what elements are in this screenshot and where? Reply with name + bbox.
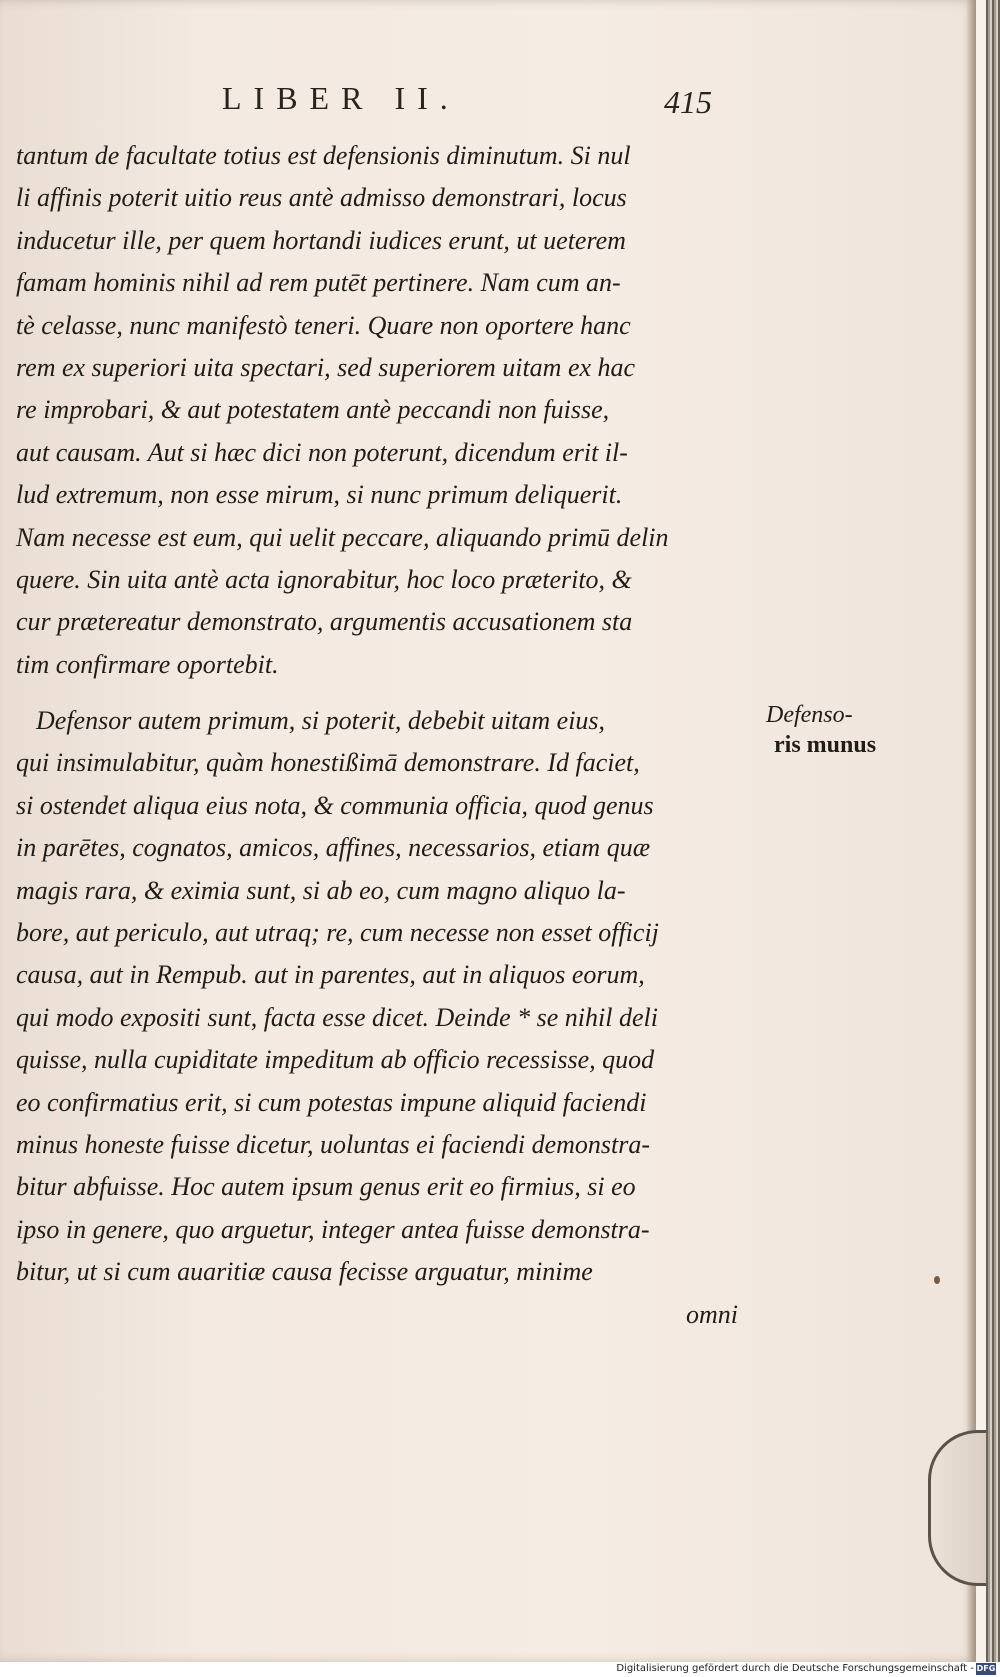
page-tab-edge (928, 1430, 991, 1586)
running-title: LIBER II. (222, 80, 460, 116)
margin-note (766, 700, 886, 760)
text-line: aut causam. Aut si hæc dici non poterunt, dicendum erit il- (16, 437, 628, 467)
text-line: eo confirmatius erit, si cum potestas impune aliquid faciendi (16, 1087, 647, 1117)
body-text (16, 135, 740, 1336)
dfg-logo: DFG (976, 1664, 996, 1673)
text-line: famam hominis nihil ad rem putēt pertinere. Nam cum an- (16, 268, 621, 298)
text-line: quere. Sin uita antè acta ignorabitur, hoc loco præterito, & (16, 564, 632, 594)
text-line: rem ex superiori uita spectari, sed superiorem uitam ex hac (16, 352, 636, 382)
text-line: lud extremum, non esse mirum, si nunc primum deliquerit. (16, 480, 623, 510)
running-head (0, 80, 760, 120)
text-line: tim confirmare oportebit. (16, 649, 279, 679)
text-line: minus honeste fuisse dicetur, uoluntas ei faciendi demonstra- (16, 1129, 651, 1159)
text-line: in parētes, cognatos, amicos, affines, necessarios, etiam quæ (16, 833, 651, 863)
text-line: re improbari, & aut potestatem antè peccandi non fuisse, (16, 395, 610, 425)
text-line: qui modo expositi sunt, facta esse dicet. Deinde * se nihil deli (16, 1002, 658, 1032)
text-line: qui insimulabitur, quàm honestißimā demonstrare. Id faciet, (16, 748, 640, 778)
text-line: causa, aut in Rempub. aut in parentes, aut in aliquos eorum, (16, 960, 645, 990)
page-number: 415 (664, 84, 712, 120)
text-line: tantum de facultate totius est defensionis diminutum. Si nul (16, 141, 631, 170)
catchword: omni (686, 1299, 738, 1329)
text-line: si ostendet aliqua eius nota, & communia officia, quod genus (16, 790, 654, 820)
book-edge (986, 0, 1000, 1662)
ink-spot (934, 1276, 940, 1284)
text-line: quisse, nulla cupiditate impeditum ab officio recessisse, quod (16, 1045, 655, 1075)
text-line: cur prætereatur demonstrato, argumentis accusationem sta (16, 607, 633, 637)
text-line: bitur, ut si cum auaritiæ causa fecisse arguatur, minime (16, 1257, 593, 1287)
paragraph-gap (16, 686, 740, 700)
text-line: magis rara, & eximia sunt, si ab eo, cum magno aliquo la- (16, 875, 626, 905)
text-line: inducetur ille, per quem hortandi iudices erunt, ut ueterem (16, 225, 626, 255)
text-line: ipso in genere, quo arguetur, integer antea fuisse demonstra- (16, 1214, 650, 1244)
page-edge-shadow (966, 0, 976, 1662)
margin-note-line: Defenso- (766, 702, 853, 728)
text-line: li affinis poterit uitio reus antè admisso demonstrari, locus (16, 183, 627, 213)
text-line: bitur abfuisse. Hoc autem ipsum genus erit eo firmius, si eo (16, 1172, 636, 1202)
margin-note-line: ris munus (774, 732, 877, 758)
text-line: bore, aut periculo, aut utraq; re, cum necesse non esset officij (16, 918, 659, 948)
text-line: tè celasse, nunc manifestò teneri. Quare non oportere hanc (16, 310, 631, 340)
text-line: Nam necesse est eum, qui uelit peccare, aliquando primū delin (16, 522, 669, 552)
text-line: Defensor autem primum, si poterit, debebit uitam eius, (36, 706, 606, 736)
digitization-credit: Digitalisierung gefördert durch die Deutsche Forschungsgemeinschaft - (616, 1663, 974, 1674)
